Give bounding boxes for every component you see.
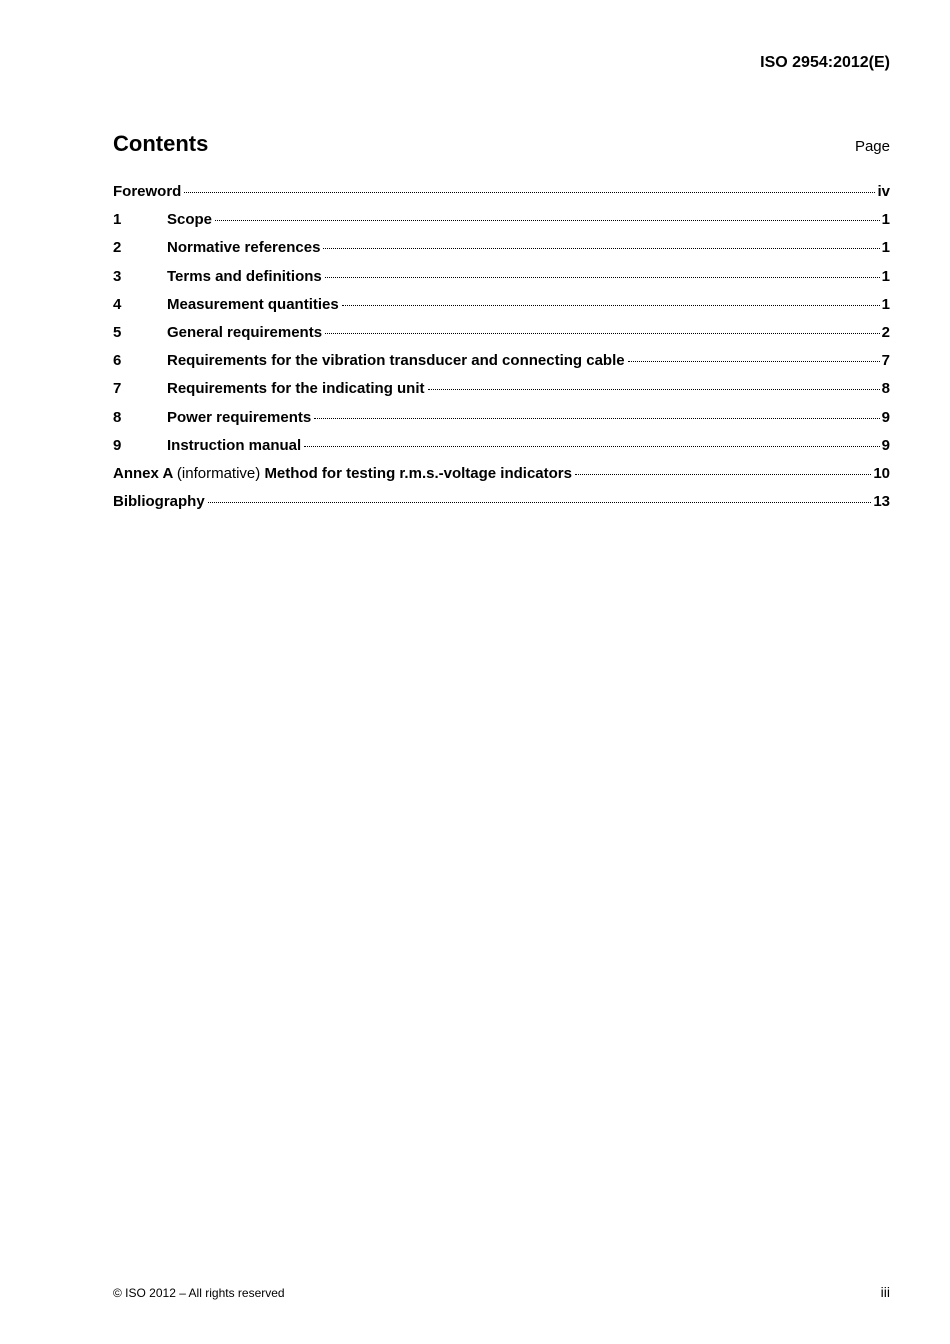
toc-entry-page: 1 <box>881 267 890 285</box>
toc-entry-power-requirements[interactable] <box>113 409 890 437</box>
toc-leader-dots <box>208 502 872 503</box>
toc-entry-number: 6 <box>113 352 122 370</box>
table-of-contents <box>113 183 890 521</box>
toc-leader-dots <box>342 305 880 306</box>
toc-entry-title: Measurement quantities <box>167 295 339 313</box>
toc-leader-dots <box>304 446 879 447</box>
toc-annex-name: Method for testing r.m.s.-voltage indicators <box>264 464 572 482</box>
toc-leader-dots <box>184 192 875 193</box>
toc-entry-number: 9 <box>113 436 122 454</box>
footer-copyright: © ISO 2012 – All rights reserved <box>113 1286 285 1300</box>
toc-leader-dots <box>314 418 879 419</box>
toc-entry-normative-references[interactable] <box>113 239 890 267</box>
toc-entry-page: 1 <box>881 295 890 313</box>
document-id: ISO 2954:2012(E) <box>760 54 890 71</box>
toc-entry-indicating-unit-requirements[interactable] <box>113 380 890 408</box>
toc-leader-dots <box>323 248 879 249</box>
toc-entry-title: Scope <box>167 211 213 229</box>
toc-annex-qualifier: (informative) <box>176 464 261 482</box>
page-column-label: Page <box>854 138 890 155</box>
toc-entry-page: 8 <box>881 380 890 398</box>
toc-entry-title: Power requirements <box>167 408 312 426</box>
toc-entry-number: 3 <box>113 267 122 285</box>
toc-entry-title: Instruction manual <box>167 436 302 454</box>
toc-entry-title: Requirements for the vibration transducer and connecting cable <box>167 352 625 370</box>
footer-page-number: iii <box>880 1284 890 1300</box>
toc-entry-bibliography[interactable] <box>113 493 890 521</box>
toc-entry-title: Requirements for the indicating unit <box>167 380 425 398</box>
toc-entry-measurement-quantities[interactable] <box>113 296 890 324</box>
toc-leader-dots <box>325 333 880 334</box>
toc-entry-page: 7 <box>881 352 890 370</box>
toc-entry-title: Normative references <box>167 239 321 257</box>
toc-leader-dots <box>628 361 880 362</box>
toc-leader-dots <box>428 389 880 390</box>
toc-entry-title: Terms and definitions <box>167 267 322 285</box>
toc-annex-title <box>113 465 572 482</box>
toc-entry-annex-a[interactable] <box>113 465 890 493</box>
toc-entry-page: 10 <box>873 464 890 482</box>
toc-entry-page: 9 <box>881 436 890 454</box>
toc-entry-general-requirements[interactable] <box>113 324 890 352</box>
toc-entry-number: 2 <box>113 239 122 257</box>
toc-entry-page: 13 <box>873 493 890 511</box>
toc-leader-dots <box>325 277 880 278</box>
toc-entry-title: Bibliography <box>113 493 205 511</box>
toc-annex-label: Annex A <box>113 464 173 482</box>
toc-entry-title: General requirements <box>167 323 323 341</box>
toc-entry-instruction-manual[interactable] <box>113 437 890 465</box>
toc-entry-page: 9 <box>881 408 890 426</box>
toc-entry-page: 1 <box>881 239 890 257</box>
toc-leader-dots <box>215 220 880 221</box>
toc-entry-page: 2 <box>881 323 890 341</box>
contents-heading: Contents <box>113 131 209 156</box>
toc-entry-number: 4 <box>113 295 122 313</box>
toc-entry-number: 7 <box>113 380 122 398</box>
toc-entry-number: 5 <box>113 323 122 341</box>
toc-entry-number: 8 <box>113 408 122 426</box>
toc-entry-transducer-requirements[interactable] <box>113 352 890 380</box>
toc-leader-dots <box>575 474 871 475</box>
toc-entry-terms-and-definitions[interactable] <box>113 268 890 296</box>
toc-entry-page: iv <box>877 183 890 200</box>
toc-entry-scope[interactable] <box>113 211 890 239</box>
toc-entry-number: 1 <box>113 211 122 229</box>
toc-entry-title: Foreword <box>113 183 182 200</box>
toc-entry-page: 1 <box>881 211 890 229</box>
toc-entry-foreword[interactable] <box>113 183 890 211</box>
